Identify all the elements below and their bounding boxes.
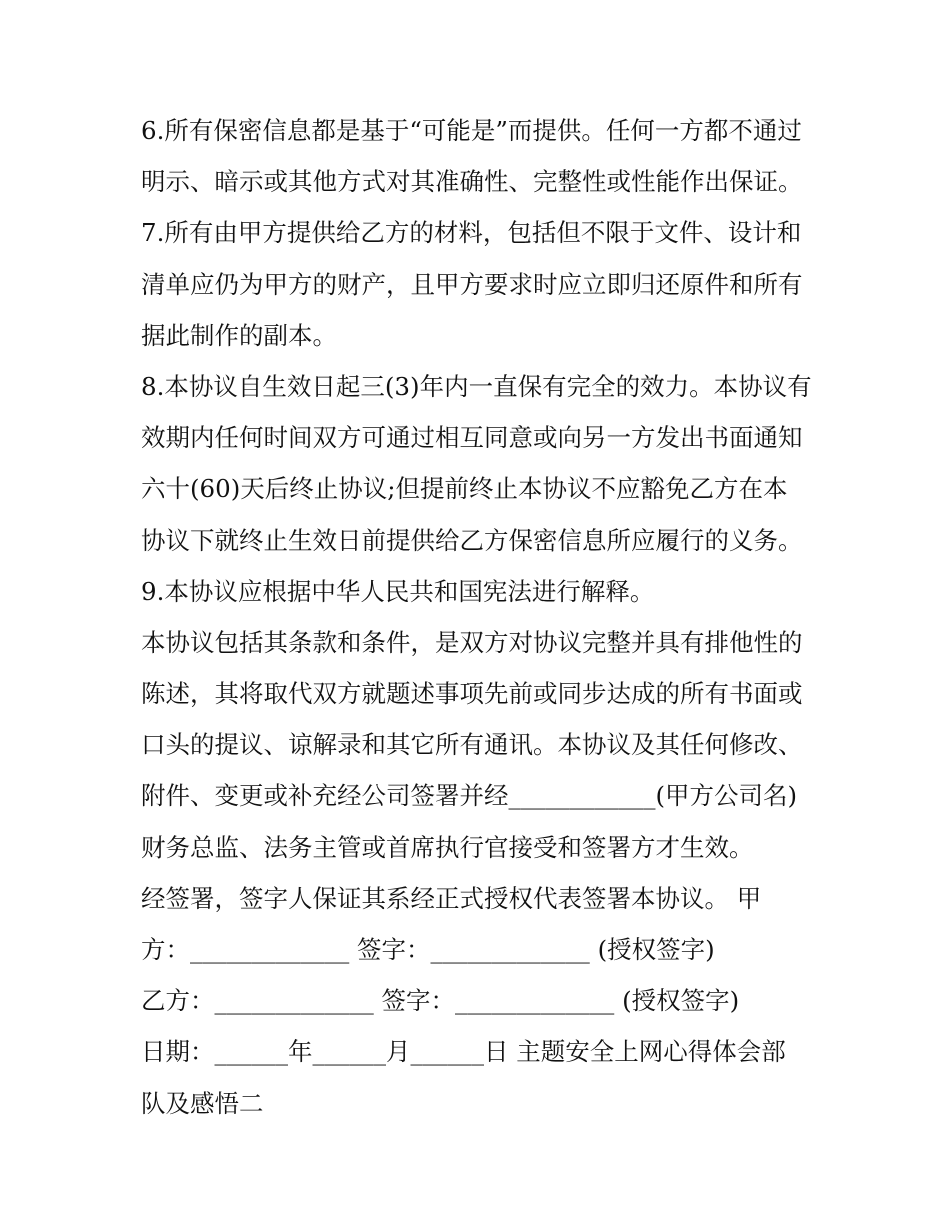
clause-7-line-1: 7.所有由甲方提供给乙方的材料，包括但不限于文件、设计和 <box>141 218 802 248</box>
entire-agreement-line-3: 口头的提议、谅解录和其它所有通讯。本协议及其任何修改、 <box>141 730 803 760</box>
clause-6-line-1: 6.所有保密信息都是基于“可能是”而提供。任何一方都不通过 <box>141 116 802 145</box>
signature-statement: 经签署，签字人保证其系经正式授权代表签署本协议。 甲 <box>141 883 762 913</box>
clause-8-line-3: 六十(60)天后终止协议;但提前终止本协议不应豁免乙方在本 <box>141 474 788 504</box>
clause-7-line-3: 据此制作的副本。 <box>141 320 337 350</box>
entire-agreement-line-2: 陈述，其将取代双方就题述事项先前或同步达成的所有书面或 <box>141 679 803 709</box>
clause-8-line-1: 8.本协议自生效日起三(3)年内一直保有完全的效力。本协议有 <box>141 371 812 401</box>
date-line: 日期：______年______月______日 主题安全上网心得体会部 <box>141 1037 786 1067</box>
clause-6-line-2: 明示、暗示或其他方式对其准确性、完整性或性能作出保证。 <box>141 167 803 197</box>
clause-8-line-2: 效期内任何时间双方可通过相互同意或向另一方发出书面通知 <box>141 423 803 453</box>
entire-agreement-line-5: 财务总监、法务主管或首席执行官接受和签署方才生效。 <box>141 832 754 862</box>
entire-agreement-line-4: 附件、变更或补充经公司签署并经____________(甲方公司名) <box>141 781 798 811</box>
clause-7-line-2: 清单应仍为甲方的财产，且甲方要求时应立即归还原件和所有 <box>141 269 803 299</box>
entire-agreement-line-1: 本协议包括其条款和条件，是双方对协议完整并具有排他性的 <box>141 627 803 657</box>
clause-9-line-1: 9.本协议应根据中华人民共和国宪法进行解释。 <box>141 576 655 606</box>
document-body <box>141 105 831 1129</box>
trailing-title-line: 队及感悟二 <box>141 1088 264 1118</box>
clause-8-line-4: 协议下就终止生效日前提供给乙方保密信息所应履行的义务。 <box>141 525 803 555</box>
party-b-signature-line: 乙方：_____________ 签字：_____________ (授权签字) <box>141 986 740 1016</box>
party-a-signature-line: 方：_____________ 签字：_____________ (授权签字) <box>141 935 715 964</box>
